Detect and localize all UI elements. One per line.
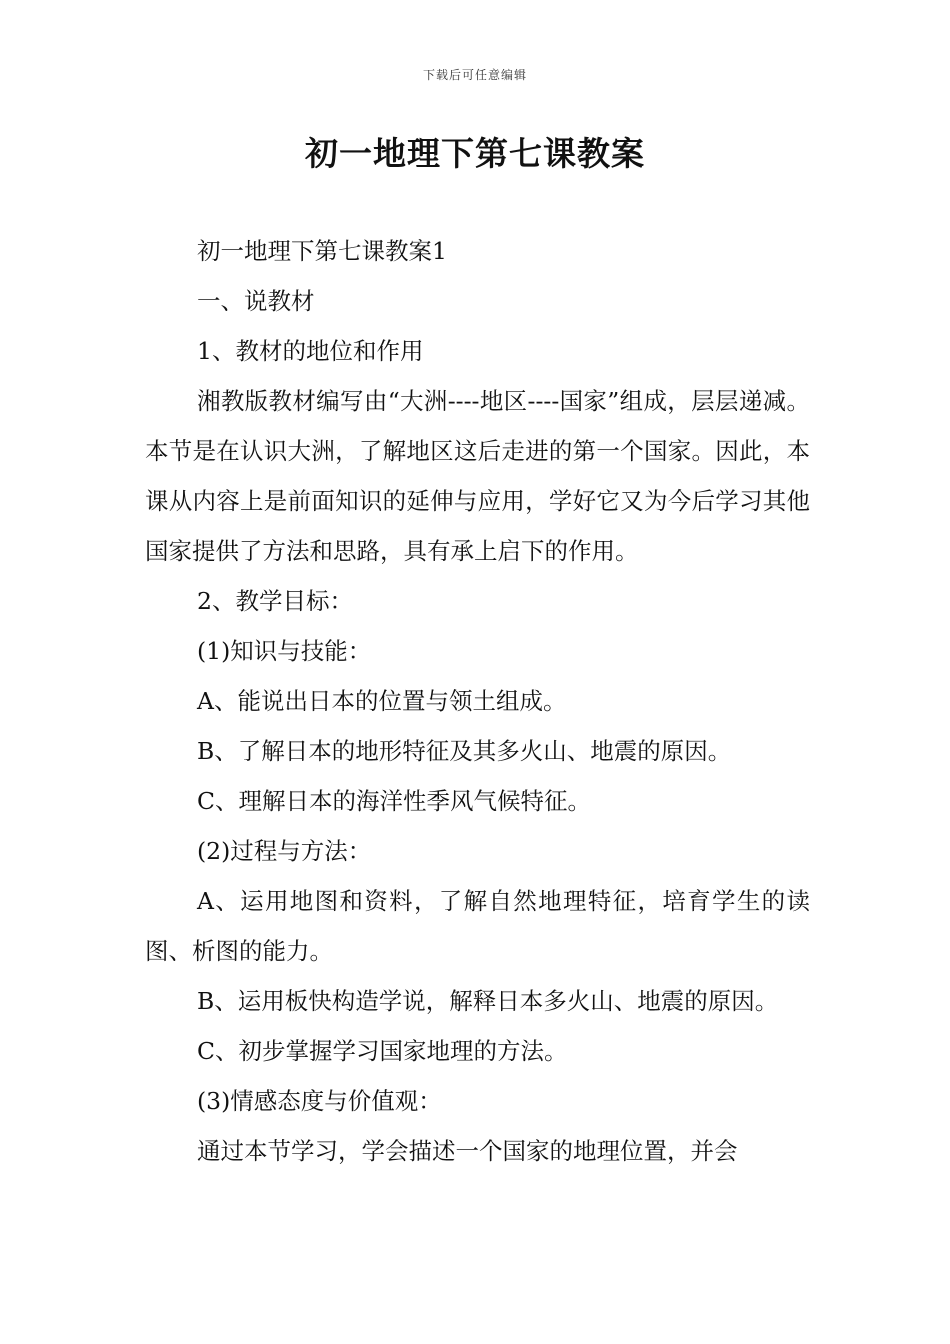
paragraph-knowledge-b: B、了解日本的地形特征及其多火山、地震的原因。 xyxy=(197,737,732,765)
paragraph-subsection-heading: 1、教材的地位和作用 xyxy=(197,337,424,365)
paragraph-values-heading: (3)情感态度与价值观： xyxy=(197,1087,442,1115)
paragraph-knowledge-c: C、理解日本的海洋性季风气候特征。 xyxy=(197,787,591,815)
paragraph-process-a: A、运用地图和资料，了解自然地理特征，培育学生的读图、析图的能力。 xyxy=(145,887,810,965)
paragraph-knowledge-a: A、能说出日本的位置与领土组成。 xyxy=(197,687,567,715)
paragraph-lesson-heading: 初一地理下第七课教案1 xyxy=(197,237,447,265)
paragraph-textbook-description: 湘教版教材编写由“大洲----地区----国家”组成，层层递减。本节是在认识大洲，了解地区这后走进的第一个国家。因此，本课从内容上是前面知识的延伸与应用，学好它又为今后学习其他国家提供了方法和思路，具有承上启下的作用。 xyxy=(145,387,810,565)
paragraph-values-text: 通过本节学习，学会描述一个国家的地理位置，并会 xyxy=(197,1137,738,1165)
paragraph-section-heading: 一、说教材 xyxy=(197,287,315,315)
paragraph-process-heading: (2)过程与方法： xyxy=(197,837,372,865)
page-header-note: 下载后可任意编辑 xyxy=(422,68,527,82)
document-title: 初一地理下第七课教案 xyxy=(305,134,645,173)
document-body xyxy=(145,226,810,1176)
paragraph-process-b: B、运用板快构造学说，解释日本多火山、地震的原因。 xyxy=(197,987,779,1015)
paragraph-objectives-heading: 2、教学目标： xyxy=(197,587,353,615)
paragraph-process-c: C、初步掌握学习国家地理的方法。 xyxy=(197,1037,568,1065)
paragraph-knowledge-heading: (1)知识与技能： xyxy=(197,637,372,665)
